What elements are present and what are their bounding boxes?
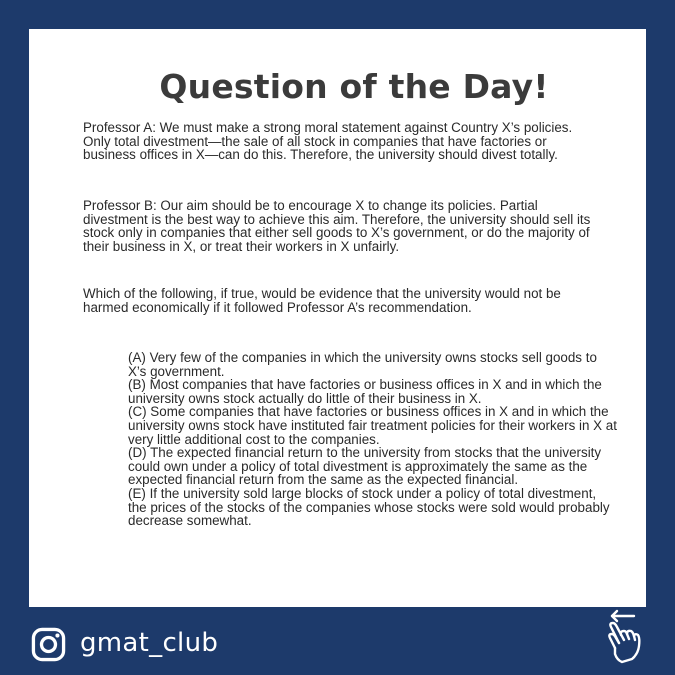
option-a: (A) Very few of the companies in which the university owns stocks sell goods to X’s government. [128, 350, 597, 379]
page-title: Question of the Day! [159, 67, 549, 106]
account-handle[interactable]: gmat_club [80, 628, 219, 658]
professor-a-paragraph: Professor A: We must make a strong moral statement against Country X’s policies. Only total divestment—the sale of all stock in companies that have factories or business offices in X—can do this. Therefore, the university should divest totally. [83, 120, 573, 163]
option-d: (D) The expected financial return to the university from stocks that the university could own under a policy of total divestment is approximately the same as the expected financial return from the same as the expected financial. [128, 445, 602, 488]
question-card [29, 29, 646, 607]
option-c: (C) Some companies that have factories or business offices in X and in which the university owns stock have instituted fair treatment policies for their workers in X at very little additional cost to the companies. [128, 404, 617, 447]
option-e: (E) If the university sold large blocks of stock under a policy of total divestment, the prices of the stocks of the companies whose stocks were sold would probably decrease somewhat. [128, 485, 610, 529]
question-paragraph: Which of the following, if true, would be evidence that the university would not be harmed economically if it followed Professor A’s recommendation. [83, 286, 561, 315]
swipe-hand-icon [598, 608, 648, 666]
option-b: (B) Most companies that have factories or business offices in X and in which the university owns stock actually do little of their business in X. [128, 377, 602, 406]
professor-b-paragraph: Professor B: Our aim should be to encourage X to change its policies. Partial divestment is the best way to achieve this aim. Therefore, the university should sell its stock only in companies that either sell goods to X’s government, or do the majority of their business in X, or treat their workers in X unfairly. [83, 198, 591, 254]
answer-options [128, 351, 618, 528]
instagram-icon[interactable] [31, 627, 66, 662]
